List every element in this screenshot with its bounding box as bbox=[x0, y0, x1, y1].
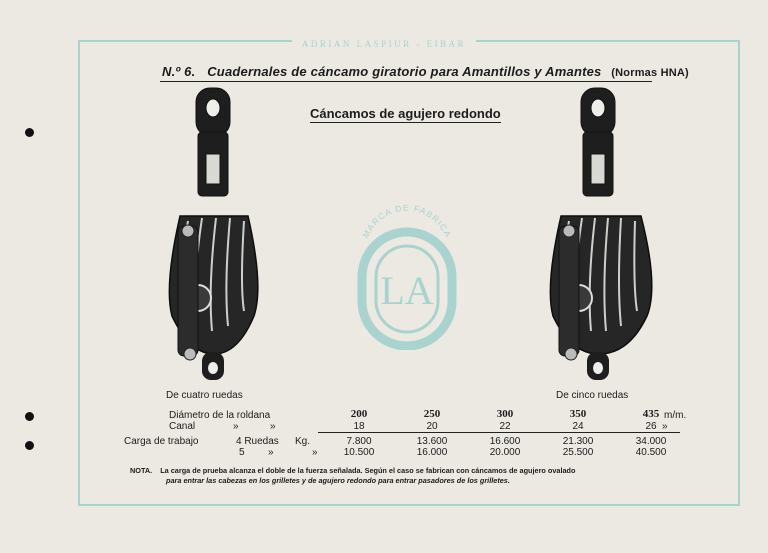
section-subtitle: Cáncamos de agujero redondo bbox=[310, 106, 501, 121]
footnote bbox=[130, 466, 690, 486]
row-label-canal: Canal bbox=[169, 421, 196, 432]
ditto-mark: » bbox=[270, 421, 276, 432]
binder-hole bbox=[25, 128, 34, 137]
load-four-value: 13.600 bbox=[416, 436, 448, 447]
caption-five-sheaves: De cinco ruedas bbox=[556, 390, 629, 401]
ditto-mark: » bbox=[268, 447, 274, 458]
logo-monogram: LA bbox=[380, 268, 434, 313]
brand-name: ADRIAN LASPIUR - EIBAR bbox=[292, 39, 476, 49]
four-sheave-block-illustration bbox=[150, 86, 280, 386]
canal-value: 20 bbox=[426, 421, 438, 432]
unit-mm: m/m. bbox=[664, 410, 687, 421]
brand-header bbox=[0, 34, 768, 52]
load-four-value: 7.800 bbox=[346, 436, 372, 447]
diameter-value: 350 bbox=[569, 408, 587, 420]
title-text: Cuadernales de cáncamo giratorio para Amantillos y Amantes bbox=[207, 64, 602, 79]
diameter-value: 300 bbox=[496, 408, 514, 420]
load-five-value: 40.500 bbox=[635, 447, 667, 458]
five-sheave-block-illustration bbox=[537, 86, 667, 386]
ditto-mark: » bbox=[233, 421, 239, 432]
binder-hole bbox=[25, 412, 34, 421]
diameter-value: 435 bbox=[642, 408, 660, 420]
table-rule bbox=[318, 432, 680, 433]
unit-kg: Kg. bbox=[295, 436, 311, 447]
load-four-value: 21.300 bbox=[562, 436, 594, 447]
canal-value: 22 bbox=[499, 421, 511, 432]
row-label-four-sheaves: 4 Ruedas bbox=[236, 436, 279, 447]
load-four-value: 34.000 bbox=[635, 436, 667, 447]
row-label-five-sheaves: 5 bbox=[239, 447, 245, 458]
load-five-value: 20.000 bbox=[489, 447, 521, 458]
load-five-value: 25.500 bbox=[562, 447, 594, 458]
binder-hole bbox=[25, 441, 34, 450]
footnote-label: NOTA. bbox=[130, 466, 153, 475]
norm-reference: (Normas HNA) bbox=[611, 67, 689, 79]
item-number: N.º 6. bbox=[162, 64, 196, 79]
diameter-value: 250 bbox=[423, 408, 441, 420]
title-underline bbox=[160, 81, 652, 82]
footnote-line-1: La carga de prueba alcanza el doble de la fuerza señalada. Según el caso se fabrican con cáncamos de agujero ovalado bbox=[160, 466, 576, 475]
footnote-line-2: para entrar las cabezas en los grilletes y de agujero redondo para entrar pasadores de los grilletes. bbox=[166, 476, 510, 485]
load-five-value: 16.000 bbox=[416, 447, 448, 458]
diameter-value: 200 bbox=[350, 408, 368, 420]
logo-ring-text: MARCA DE FABRICA bbox=[360, 202, 454, 240]
load-four-value: 16.600 bbox=[489, 436, 521, 447]
row-label-load: Carga de trabajo bbox=[124, 436, 199, 447]
canal-value: 18 bbox=[353, 421, 365, 432]
caption-four-sheaves: De cuatro ruedas bbox=[166, 390, 243, 401]
load-five-value: 10.500 bbox=[343, 447, 375, 458]
ditto-mark: » bbox=[662, 421, 668, 432]
canal-value: 26 bbox=[645, 421, 657, 432]
canal-value: 24 bbox=[572, 421, 584, 432]
trademark-logo bbox=[352, 190, 462, 350]
page-title bbox=[162, 64, 689, 79]
row-label-diameter: Diámetro de la roldana bbox=[169, 410, 271, 421]
ditto-mark: » bbox=[312, 447, 318, 458]
